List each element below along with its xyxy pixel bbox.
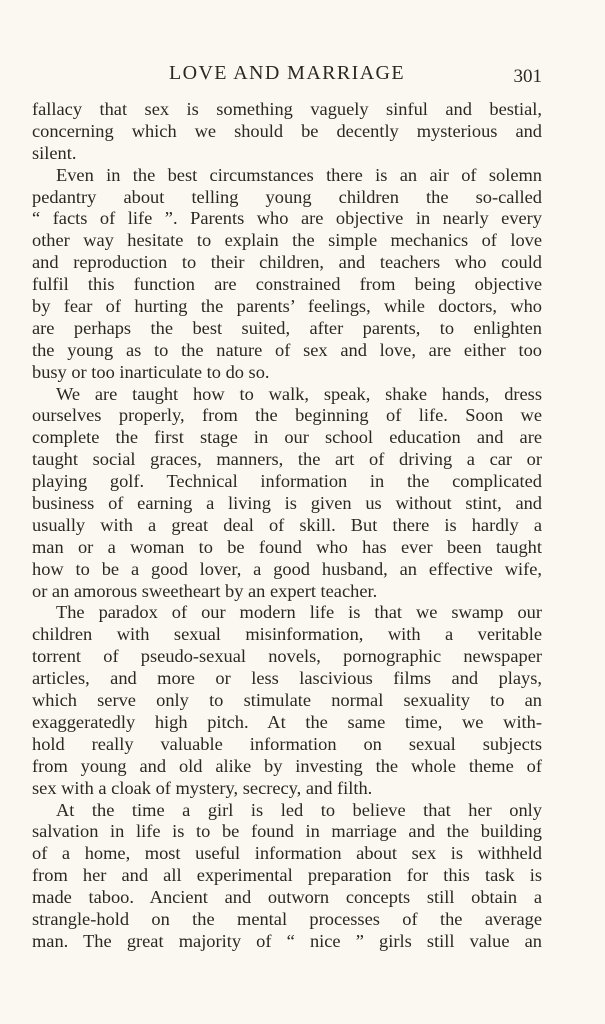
text-line: fulfil this function are constrained from being objective: [32, 274, 542, 295]
text-line: other way hesitate to explain the simple mechanics of love: [32, 230, 542, 251]
text-line: by fear of hurting the parents’ feelings, while doctors, who: [32, 296, 542, 317]
text-line: Even in the best circumstances there is an air of solemn: [56, 164, 542, 185]
text-line: complete the first stage in our school education and are: [32, 427, 542, 448]
text-line: playing golf. Technical information in the complicated: [32, 471, 542, 492]
text-line: and reproduction to their children, and teachers who could: [32, 252, 542, 273]
running-title: LOVE AND MARRIAGE: [168, 62, 406, 84]
text-line: We are taught how to walk, speak, shake hands, dress: [56, 383, 542, 404]
text-line: articles, and more or less lascivious films and plays,: [32, 668, 542, 689]
text-line: man or a woman to be found who has ever been taught: [32, 536, 542, 557]
text-line: how to be a good lover, a good husband, an effective wife,: [32, 558, 542, 579]
text-line: man. The great majority of “ nice ” girls still value an: [32, 930, 542, 951]
text-line: The paradox of our modern life is that we swamp our: [56, 602, 542, 623]
text-line: concerning which we should be decently mysterious and: [32, 120, 542, 141]
text-line: At the time a girl is led to believe that her only: [56, 799, 542, 820]
text-line: or an amorous sweetheart by an expert teacher.: [32, 580, 378, 601]
text-line: busy or too inarticulate to do so.: [32, 361, 270, 382]
text-line: torrent of pseudo-sexual novels, pornographic newspaper: [32, 646, 542, 667]
text-line: are perhaps the best suited, after parents, to enlighten: [32, 317, 542, 338]
text-line: from young and old alike by investing the whole theme of: [32, 755, 542, 776]
text-line: “ facts of life ”. Parents who are objective in nearly every: [32, 208, 542, 229]
text-line: silent.: [32, 142, 77, 163]
text-line: sex with a cloak of mystery, secrecy, and filth.: [32, 777, 373, 798]
text-line: made taboo. Ancient and outworn concepts still obtain a: [32, 887, 542, 908]
body-text: [32, 99, 542, 953]
text-line: pedantry about telling young children the so-called: [32, 186, 542, 207]
running-head: [32, 60, 542, 96]
text-line: exaggeratedly high pitch. At the same time, we with-: [32, 711, 542, 732]
page-number: 301: [513, 66, 542, 87]
text-line: salvation in life is to be found in marriage and the building: [32, 821, 542, 842]
text-line: strangle-hold on the mental processes of the average: [32, 908, 542, 929]
text-line: the young as to the nature of sex and love, are either too: [32, 339, 542, 360]
text-line: fallacy that sex is something vaguely sinful and bestial,: [32, 99, 542, 119]
text-line: from her and all experimental preparation for this task is: [32, 865, 542, 886]
text-line: taught social graces, manners, the art of driving a car or: [32, 449, 542, 470]
text-line: children with sexual misinformation, with a veritable: [32, 624, 542, 645]
text-line: of a home, most useful information about sex is withheld: [32, 843, 542, 864]
text-line: which serve only to stimulate normal sexuality to an: [32, 690, 542, 711]
text-line: ourselves properly, from the beginning of life. Soon we: [32, 405, 542, 426]
text-line: business of earning a living is given us without stint, and: [32, 493, 542, 514]
text-line: usually with a great deal of skill. But there is hardly a: [32, 514, 542, 535]
text-line: hold really valuable information on sexual subjects: [32, 733, 542, 754]
